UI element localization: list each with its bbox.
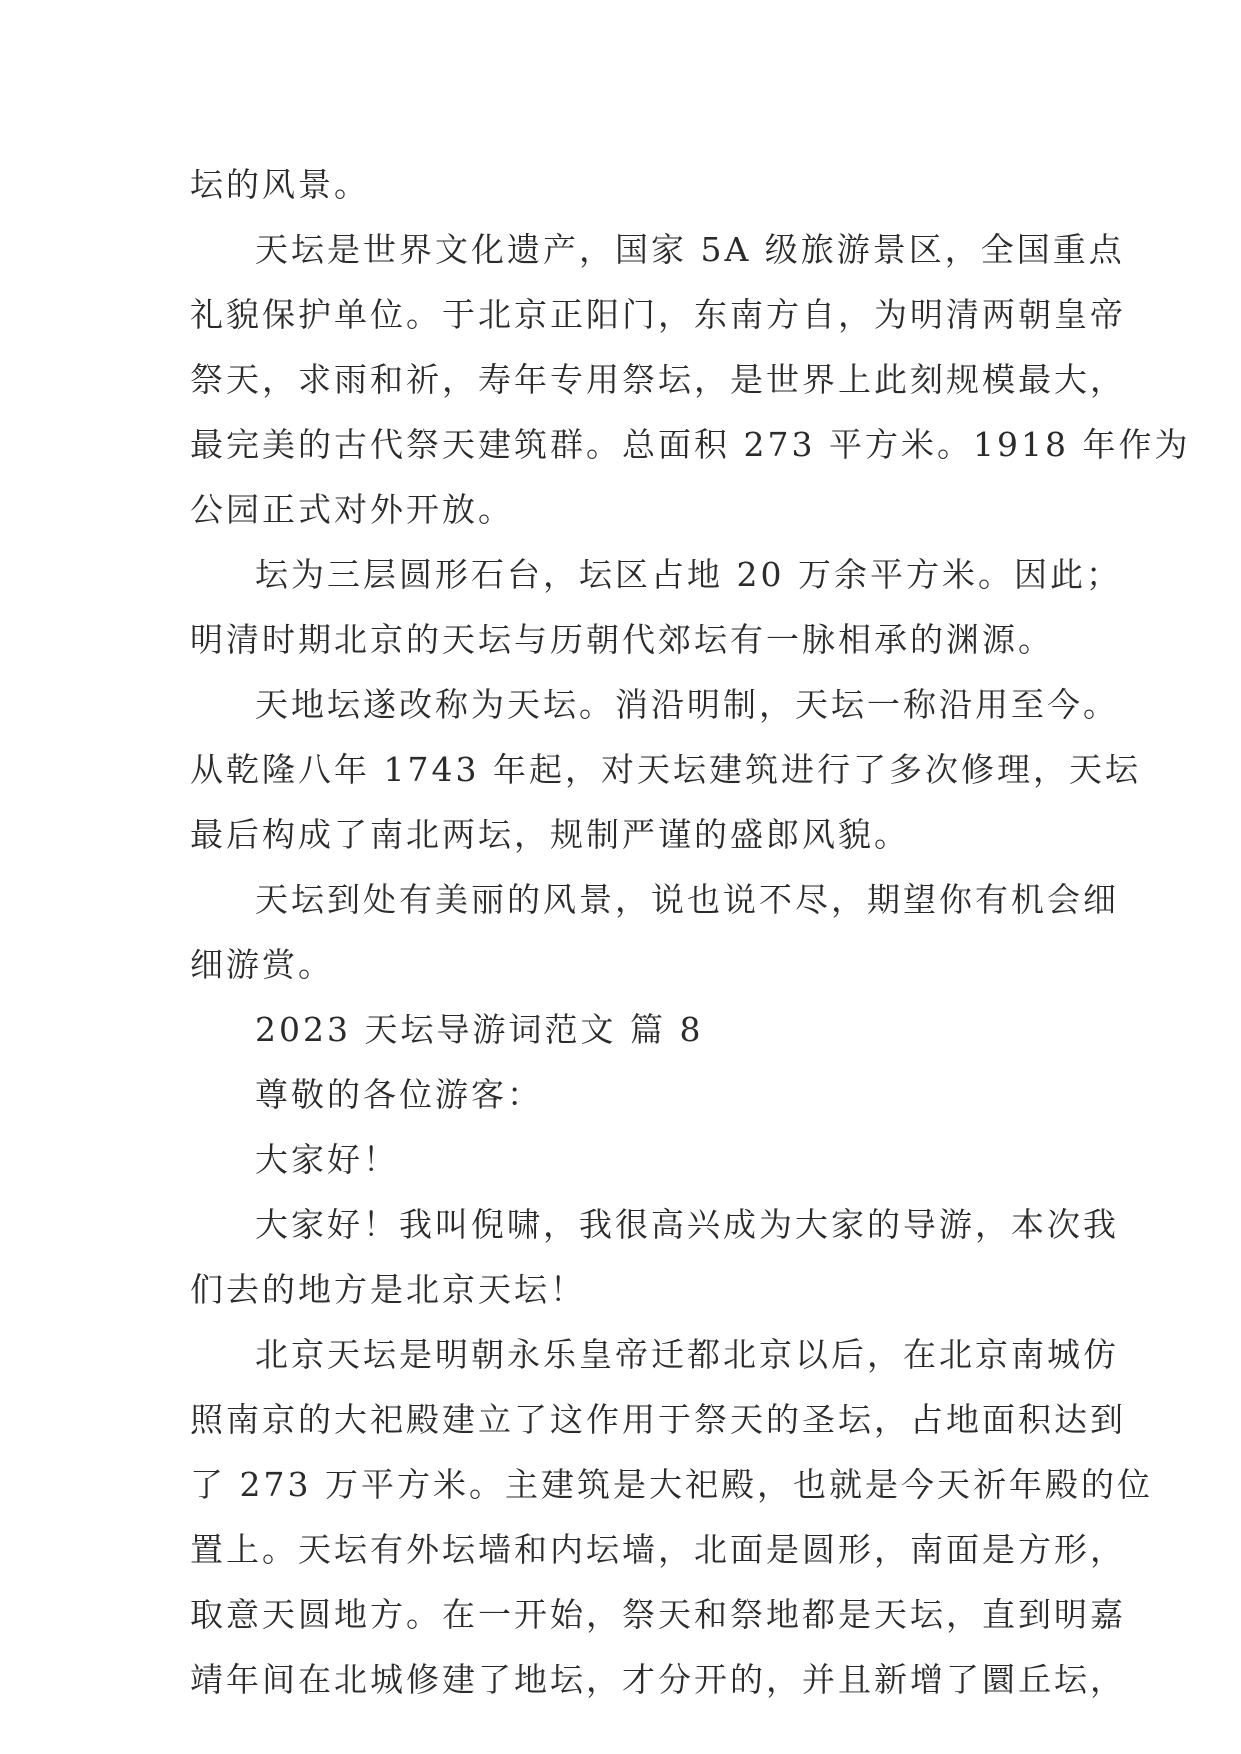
section-heading: 2023 天坛导游词范文 篇 8 xyxy=(255,1010,704,1049)
text-line: 坛的风景。 xyxy=(190,165,370,204)
text-line: 最后构成了南北两坛，规制严谨的盛郎风貌。 xyxy=(190,815,910,854)
text-line: 公园正式对外开放。 xyxy=(190,490,514,529)
greeting-line: 大家好！ xyxy=(255,1140,399,1179)
text-line: 最完美的古代祭天建筑群。总面积 273 平方米。1918 年作为 xyxy=(190,425,1191,464)
paragraph-first-line: 大家好！我叫倪啸，我很高兴成为大家的导游，本次我 xyxy=(255,1205,1119,1244)
text-line: 祭天，求雨和祈，寿年专用祭坛，是世界上此刻规模最大， xyxy=(190,360,1126,399)
greeting-salutation: 尊敬的各位游客： xyxy=(255,1075,543,1114)
text-line: 细游赏。 xyxy=(190,945,334,984)
paragraph-first-line: 天坛到处有美丽的风景，说也说不尽，期望你有机会细 xyxy=(255,880,1119,919)
paragraph-first-line: 天坛是世界文化遗产，国家 5A 级旅游景区，全国重点 xyxy=(255,230,1125,269)
text-line: 取意天圆地方。在一开始，祭天和祭地都是天坛，直到明嘉 xyxy=(190,1595,1126,1634)
text-line: 们去的地方是北京天坛！ xyxy=(190,1270,586,1309)
text-line: 置上。天坛有外坛墙和内坛墙，北面是圆形，南面是方形， xyxy=(190,1530,1126,1569)
paragraph-first-line: 北京天坛是明朝永乐皇帝迁都北京以后，在北京南城仿 xyxy=(255,1335,1119,1374)
paragraph-first-line: 坛为三层圆形石台，坛区占地 20 万余平方米。因此； xyxy=(255,555,1122,594)
paragraph-first-line: 天地坛遂改称为天坛。消沿明制，天坛一称沿用至今。 xyxy=(255,685,1119,724)
text-line: 靖年间在北城修建了地坛，才分开的，并且新增了圜丘坛， xyxy=(190,1660,1126,1699)
text-line: 了 273 万平方米。主建筑是大祀殿，也就是今天祈年殿的位 xyxy=(190,1465,1153,1504)
text-line: 明清时期北京的天坛与历朝代郊坛有一脉相承的渊源。 xyxy=(190,620,1054,659)
text-line: 从乾隆八年 1743 年起，对天坛建筑进行了多次修理，天坛 xyxy=(190,750,1141,789)
text-line: 礼貌保护单位。于北京正阳门，东南方自，为明清两朝皇帝 xyxy=(190,295,1126,334)
text-line: 照南京的大祀殿建立了这作用于祭天的圣坛，占地面积达到 xyxy=(190,1400,1126,1439)
